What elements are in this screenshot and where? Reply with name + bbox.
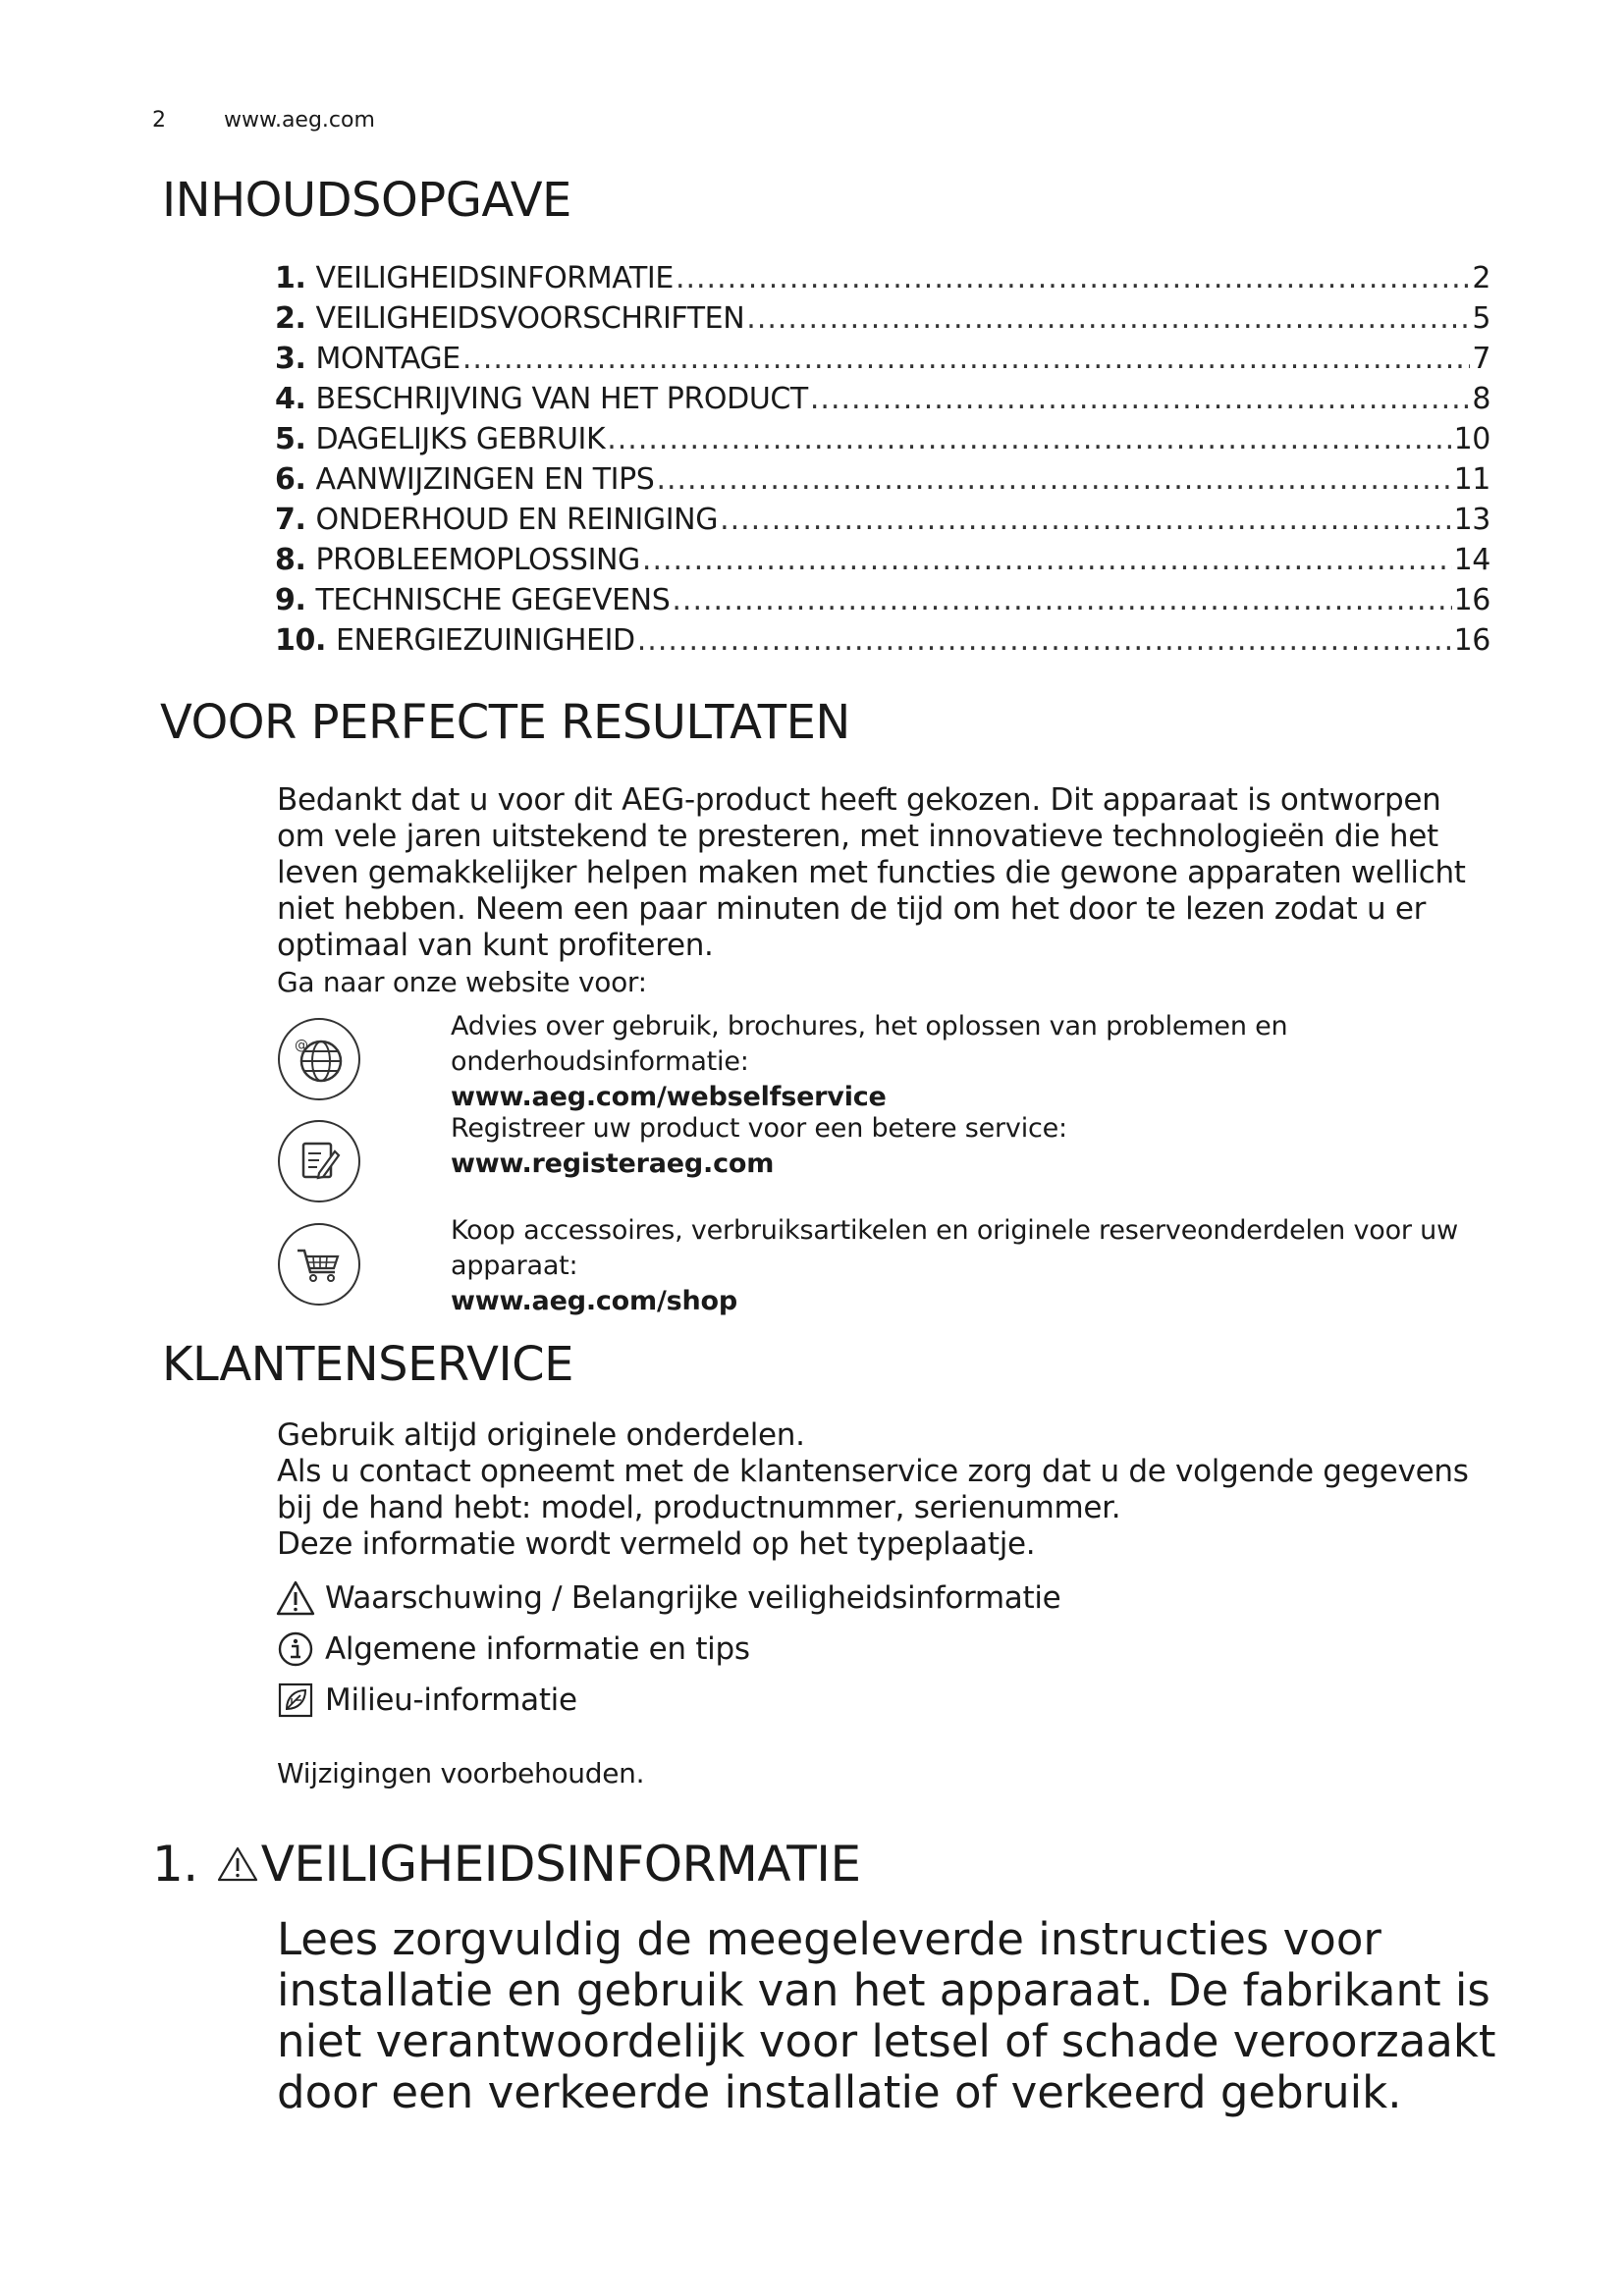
toc-leader — [672, 583, 1451, 617]
toc-leader — [462, 342, 1470, 376]
intro-line: optimaal van kunt profiteren. — [277, 928, 714, 963]
toc-item[interactable] — [275, 462, 1490, 503]
toc-item-title: AANWIJZINGEN EN TIPS — [315, 462, 655, 497]
toc-item-title: VEILIGHEIDSVOORSCHRIFTEN — [315, 301, 745, 336]
toc-item[interactable] — [275, 382, 1490, 422]
toc-item-number: 5. — [275, 422, 306, 456]
toc-item-number: 6. — [275, 462, 306, 497]
toc-item[interactable] — [275, 583, 1490, 623]
toc-item[interactable] — [275, 503, 1490, 543]
legend-info — [274, 1624, 1060, 1675]
warning-icon — [274, 1578, 317, 1618]
intro-line: leven gemakkelijker helpen maken met functies die gewone apparaten wellicht — [277, 855, 1466, 890]
toc-item-number: 8. — [275, 543, 306, 577]
header-url: www.aeg.com — [224, 108, 375, 133]
register-icon — [278, 1120, 360, 1202]
intro-line: niet hebben. Neem een paar minuten de tijd om het door te lezen zodat u er — [277, 891, 1427, 927]
info-icon — [274, 1629, 317, 1669]
toc-leader — [642, 543, 1452, 577]
toc-item-title: ONDERHOUD EN REINIGING — [315, 503, 719, 537]
toc-leader — [656, 462, 1451, 497]
safety-line: door een verkeerde installatie of verkeerd gebruik. — [277, 2066, 1402, 2118]
toc-item-page: 10 — [1453, 422, 1490, 456]
toc-item-number: 1. — [275, 261, 306, 295]
cart-icon — [278, 1223, 360, 1306]
toc-item-title: ENERGIEZUINIGHEID — [335, 623, 635, 658]
svg-text:@: @ — [295, 1038, 308, 1053]
customer-service-heading: KLANTENSERVICE — [162, 1337, 573, 1392]
toc-item-number: 10. — [275, 623, 326, 658]
toc-item[interactable] — [275, 301, 1490, 342]
legend-warning — [274, 1573, 1060, 1624]
toc-item-title: BESCHRIJVING VAN HET PRODUCT — [315, 382, 808, 416]
safety-title: VEILIGHEIDSINFORMATIE — [260, 1836, 861, 1893]
changes-note: Wijzigingen voorbehouden. — [277, 1757, 645, 1789]
website-intro: Ga naar onze website voor: — [277, 966, 647, 998]
legend-environment — [274, 1675, 1060, 1726]
toc-item-page: 2 — [1472, 261, 1490, 295]
legend-label: Milieu-informatie — [325, 1682, 577, 1718]
toc-item-page: 8 — [1472, 382, 1490, 416]
safety-line: installatie en gebruik van het apparaat. De fabrikant is — [277, 1964, 1490, 2016]
legend-label: Waarschuwing / Belangrijke veiligheidsinformatie — [325, 1580, 1061, 1616]
toc-item[interactable] — [275, 342, 1490, 382]
toc-item[interactable] — [275, 623, 1490, 664]
register-link[interactable]: www.registeraeg.com — [451, 1148, 775, 1179]
intro-line: Bedankt dat u voor dit AEG-product heeft gekozen. Dit apparaat is ontworpen — [277, 782, 1441, 818]
legend-label: Algemene informatie en tips — [325, 1631, 750, 1667]
toc-item-number: 9. — [275, 583, 306, 617]
toc-item-number: 3. — [275, 342, 306, 376]
resource-description: apparaat: — [451, 1251, 578, 1281]
globe-icon — [278, 1018, 360, 1100]
toc-item[interactable] — [275, 543, 1490, 583]
resource-support — [451, 1009, 1287, 1115]
toc-leader — [810, 382, 1470, 416]
toc-item-title: DAGELIJKS GEBRUIK — [315, 422, 606, 456]
toc-leader — [607, 422, 1451, 456]
resource-shop — [451, 1213, 1458, 1319]
section-number: 1. — [152, 1836, 198, 1893]
resource-description: Advies over gebruik, brochures, het oplossen van problemen en — [451, 1011, 1288, 1041]
toc-item-title: TECHNISCHE GEGEVENS — [315, 583, 671, 617]
toc-item-page: 5 — [1472, 301, 1490, 336]
service-line: Deze informatie wordt vermeld op het typeplaatje. — [277, 1526, 1036, 1562]
toc-item-number: 4. — [275, 382, 306, 416]
toc-item[interactable] — [275, 261, 1490, 301]
toc-item-number: 2. — [275, 301, 306, 336]
intro-line: om vele jaren uitstekend te presteren, met innovatieve technologieën die het — [277, 819, 1438, 854]
symbol-legend — [274, 1573, 1060, 1726]
perfect-results-heading: VOOR PERFECTE RESULTATEN — [160, 695, 850, 750]
table-of-contents — [275, 261, 1490, 664]
resource-description: Registreer uw product voor een betere service: — [451, 1113, 1067, 1144]
service-line: Gebruik altijd originele onderdelen. — [277, 1417, 805, 1453]
resource-description: Koop accessoires, verbruiksartikelen en originele reserveonderdelen voor uw — [451, 1215, 1458, 1246]
toc-item[interactable] — [275, 422, 1490, 462]
safety-line: niet verantwoordelijk voor letsel of schade veroorzaakt — [277, 2015, 1496, 2067]
toc-item-page: 14 — [1453, 543, 1490, 577]
resource-description: onderhoudsinformatie: — [451, 1046, 749, 1077]
toc-item-number: 7. — [275, 503, 306, 537]
toc-item-title: VEILIGHEIDSINFORMATIE — [315, 261, 674, 295]
safety-intro — [277, 1914, 1496, 2118]
safety-line: Lees zorgvuldig de meegeleverde instructies voor — [277, 1913, 1381, 1965]
toc-item-page: 7 — [1472, 342, 1490, 376]
webselfservice-link[interactable]: www.aeg.com/webselfservice — [451, 1082, 887, 1112]
warning-icon — [216, 1845, 259, 1883]
toc-leader — [746, 301, 1470, 336]
page-number: 2 — [152, 108, 166, 133]
perfect-results-intro — [277, 782, 1466, 1000]
leaf-icon — [274, 1681, 317, 1720]
toc-item-page: 13 — [1453, 503, 1490, 537]
toc-heading: INHOUDSOPGAVE — [162, 173, 571, 228]
toc-leader — [676, 261, 1470, 295]
service-line: Als u contact opneemt met de klantenservice zorg dat u de volgende gegevens — [277, 1454, 1469, 1489]
toc-item-page: 11 — [1453, 462, 1490, 497]
customer-service-text — [277, 1417, 1469, 1563]
service-line: bij de hand hebt: model, productnummer, serienummer. — [277, 1490, 1121, 1525]
resource-register — [451, 1111, 1067, 1182]
toc-item-title: PROBLEEMOPLOSSING — [315, 543, 640, 577]
toc-leader — [720, 503, 1452, 537]
toc-item-page: 16 — [1453, 623, 1490, 658]
shop-link[interactable]: www.aeg.com/shop — [451, 1286, 737, 1316]
safety-heading — [152, 1836, 861, 1893]
toc-item-page: 16 — [1453, 583, 1490, 617]
toc-item-title: MONTAGE — [315, 342, 460, 376]
toc-leader — [637, 623, 1452, 658]
